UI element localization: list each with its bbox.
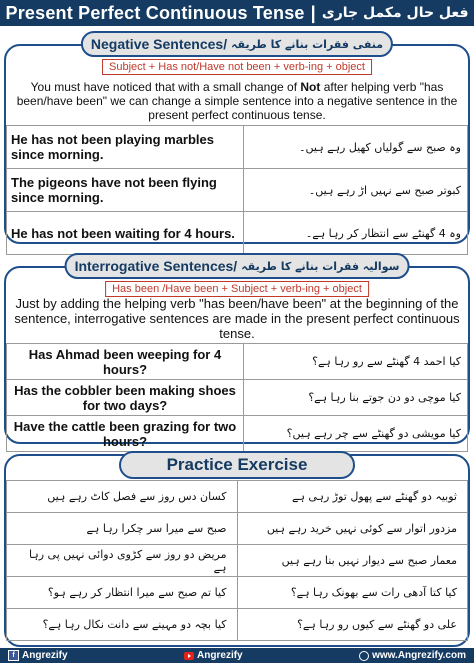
youtube-icon xyxy=(184,652,194,660)
practice-sentence: مریض دو روز سے کڑوی دوائی نہیں پی رہا ہے xyxy=(7,545,238,577)
urdu-sentence: کبوتر صبح سے نہیں اڑ رہے ہیں۔ xyxy=(244,169,468,212)
urdu-sentence: کیا احمد 4 گھنٹے سے رو رہا ہے؟ xyxy=(244,344,468,380)
page-title-urdu: فعل حال مکمل جاری xyxy=(321,5,469,21)
table-row xyxy=(7,545,468,577)
negative-table xyxy=(6,125,468,255)
practice-sentence: کیا بچہ دو مہینے سے دانت نکال رہا ہے؟ xyxy=(7,609,238,641)
table-row xyxy=(7,380,468,416)
practice-sentence: کیا تم صبح سے میرا انتظار کر رہے ہو؟ xyxy=(7,577,238,609)
urdu-sentence: کیا موچی دو دن جوتے بنا رہا ہے؟ xyxy=(244,380,468,416)
facebook-label: Angrezify xyxy=(22,650,68,661)
urdu-sentence: کیا مویشی دو گھنٹے سے چر رہے ہیں؟ xyxy=(244,416,468,452)
negative-explanation-before: You must have noticed that with a small change of xyxy=(30,80,301,94)
title-separator: | xyxy=(310,2,316,23)
interrogative-heading-english: Interrogative Sentences/ xyxy=(74,258,238,274)
english-sentence: The pigeons have not been flying since morning. xyxy=(7,169,244,212)
interrogative-formula: Has been /Have been + Subject + verb-ing + object xyxy=(105,281,369,297)
practice-table xyxy=(6,480,468,641)
interrogative-explanation: Just by adding the helping verb "has been/have been" at the beginning of the sentence, interrogative sentences are made in the present perfect continuous tense. xyxy=(14,296,460,341)
english-sentence: Has the cobbler been making shoes for two days? xyxy=(7,380,244,416)
table-row xyxy=(7,126,468,169)
page-title: Present Perfect Continuous Tense xyxy=(5,2,305,23)
table-row xyxy=(7,609,468,641)
practice-heading: Practice Exercise xyxy=(119,451,355,479)
website-link[interactable] xyxy=(359,650,466,661)
globe-icon xyxy=(359,651,369,661)
english-sentence: He has not been waiting for 4 hours. xyxy=(7,212,244,255)
interrogative-table xyxy=(6,343,468,452)
negative-heading-urdu: منفی فقرات بنانے کا طریقہ xyxy=(231,37,384,51)
negative-explanation-bold: Not xyxy=(300,80,321,94)
practice-sentence: کیا کتا آدھی رات سے بھونک رہا ہے؟ xyxy=(237,577,468,609)
practice-sentence: صبح سے میرا سر چکرا رہا ہے xyxy=(7,513,238,545)
negative-explanation-after: after helping verb "has been/have been" we can change a simple sentence into a negative sentence in the present perfect continuous tense. xyxy=(16,80,458,122)
table-row xyxy=(7,577,468,609)
interrogative-heading-urdu: سوالیہ فقرات بنانے کا طریقہ xyxy=(241,259,400,273)
urdu-sentence: وہ صبح سے گولیاں کھیل رہے ہیں۔ xyxy=(244,126,468,169)
practice-sentence: کسان دس روز سے فصل کاٹ رہے ہیں xyxy=(7,481,238,513)
youtube-link[interactable] xyxy=(184,650,243,661)
youtube-label: Angrezify xyxy=(197,650,243,661)
practice-sentence: ثوبیہ دو گھنٹے سے پھول توڑ رہی ہے xyxy=(237,481,468,513)
table-row xyxy=(7,513,468,545)
website-label: www.Angrezify.com xyxy=(372,650,466,661)
negative-heading-english: Negative Sentences/ xyxy=(90,36,228,52)
negative-formula: Subject + Has not/Have not been + verb-ing + object xyxy=(102,59,372,75)
table-row xyxy=(7,212,468,255)
practice-sentence: معمار صبح سے دیوار نہیں بنا رہے ہیں xyxy=(237,545,468,577)
negative-explanation xyxy=(10,80,464,122)
facebook-icon: f xyxy=(8,650,19,661)
table-row xyxy=(7,481,468,513)
page-title-bar xyxy=(0,0,474,26)
facebook-link[interactable] xyxy=(8,650,68,661)
practice-sentence: علی دو گھنٹے سے کیوں رو رہا ہے؟ xyxy=(237,609,468,641)
table-row xyxy=(7,416,468,452)
urdu-sentence: وہ 4 گھنٹے سے انتظار کر رہا ہے۔ xyxy=(244,212,468,255)
english-sentence: He has not been playing marbles since morning. xyxy=(7,126,244,169)
interrogative-heading xyxy=(65,253,410,279)
footer-bar xyxy=(0,648,474,663)
practice-sentence: مزدور اتوار سے کوئی نہیں خرید رہے ہیں xyxy=(237,513,468,545)
english-sentence: Have the cattle been grazing for two hours? xyxy=(7,416,244,452)
negative-heading xyxy=(81,31,393,57)
english-sentence: Has Ahmad been weeping for 4 hours? xyxy=(7,344,244,380)
table-row xyxy=(7,344,468,380)
table-row xyxy=(7,169,468,212)
